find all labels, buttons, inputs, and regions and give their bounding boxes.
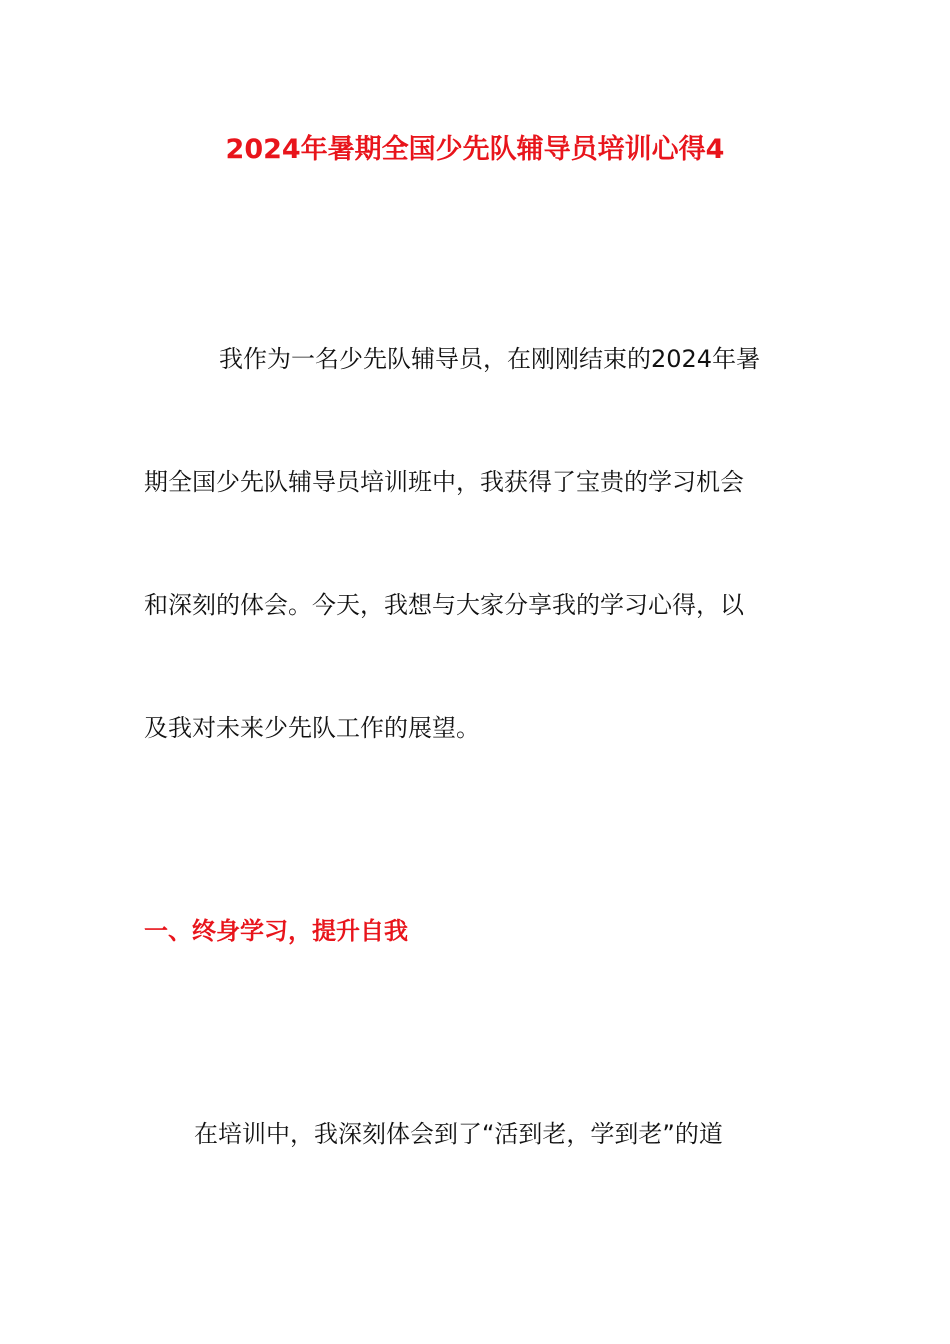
paragraph-line: 在培训中，我深刻体会到了“活到老，学到老”的道: [194, 1120, 723, 1148]
paragraph-line: 我作为一名少先队辅导员，在刚刚结束的2024年暑: [219, 345, 761, 373]
paragraph-line: 期全国少先队辅导员培训班中，我获得了宝贵的学习机会: [144, 468, 744, 496]
paragraph-line: 及我对未来少先队工作的展望。: [144, 714, 480, 742]
paragraph-line: 和深刻的体会。今天，我想与大家分享我的学习心得，以: [144, 591, 744, 619]
document-title: 2024年暑期全国少先队辅导员培训心得4: [225, 134, 725, 165]
section-heading: 一、终身学习，提升自我: [144, 917, 408, 945]
